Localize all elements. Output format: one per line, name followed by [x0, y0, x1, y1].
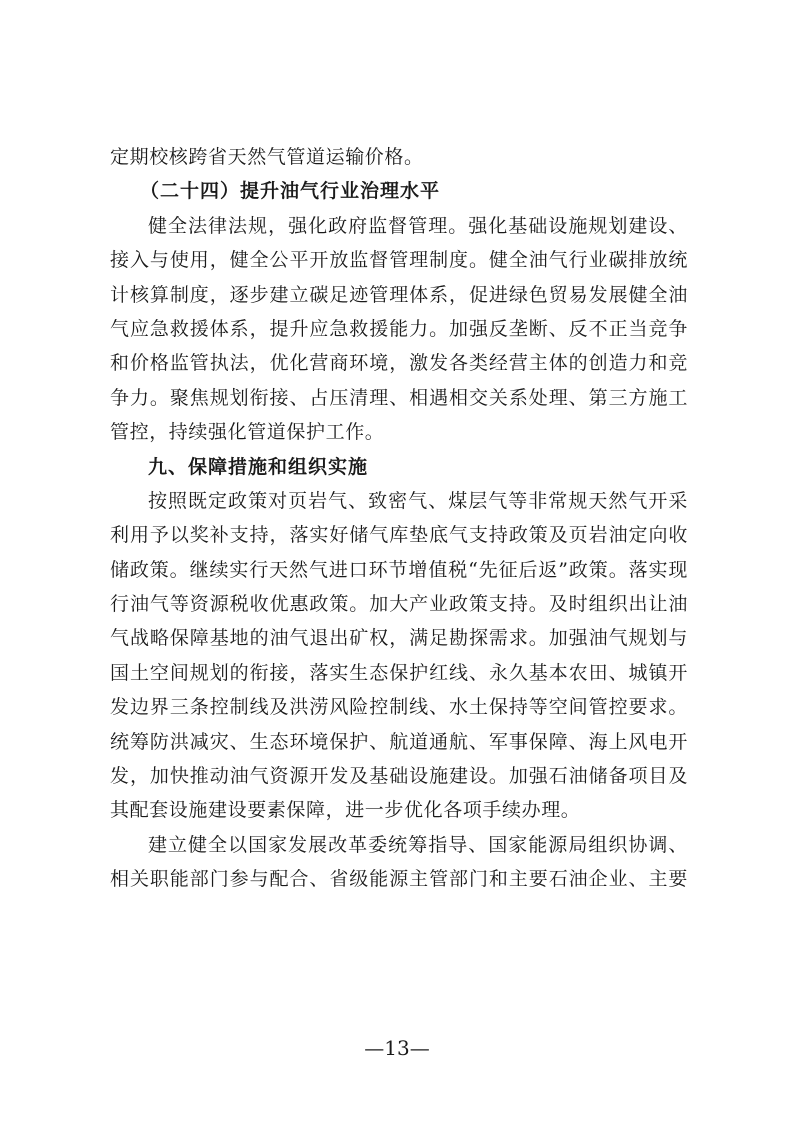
page-number: —13— — [364, 1036, 430, 1060]
text-line: 计核算制度，逐步建立碳足迹管理体系，促进绿色贸易发展健全油 — [110, 283, 688, 306]
text-line: 接入与使用，健全公平开放监督管理制度。健全油气行业碳排放统 — [110, 249, 688, 272]
text-line: 统筹防洪减灾、生态环境保护、航道通航、军事保障、海上风电开 — [110, 730, 688, 753]
text-line: 管控，持续强化管道保护工作。 — [110, 421, 385, 444]
text-line: 储政策。继续实行天然气进口环节增值税“先征后返”政策。落实现 — [110, 558, 688, 581]
text-line: 气应急救援体系，提升应急救援能力。加强反垄断、反不正当竞争 — [110, 317, 688, 340]
document-body — [110, 140, 688, 897]
paragraph-first-line: 建立健全以国家发展改革委统筹指导、国家能源局组织协调、 — [148, 833, 688, 856]
text-line: 行油气等资源税收优惠政策。加大产业政策支持。及时组织出让油 — [110, 593, 688, 616]
text-line: 定期校核跨省天然气管道运输价格。 — [110, 146, 424, 168]
text-line: 和价格监管执法，优化营商环境，激发各类经营主体的创造力和竞 — [110, 352, 688, 375]
text-line: 发，加快推动油气资源开发及基础设施建设。加强石油储备项目及 — [110, 765, 688, 788]
text-line: 发边界三条控制线及洪涝风险控制线、水土保持等空间管控要求。 — [110, 696, 688, 719]
paragraph-first-line: 健全法律法规，强化政府监督管理。强化基础设施规划建设、 — [148, 214, 688, 237]
section-subheading: （二十四）提升油气行业治理水平 — [140, 180, 441, 203]
section-heading: 九、保障措施和组织实施 — [148, 455, 369, 478]
text-line: 气战略保障基地的油气退出矿权，满足勘探需求。加强油气规划与 — [110, 627, 688, 650]
text-line: 相关职能部门参与配合、省级能源主管部门和主要石油企业、主要 — [110, 868, 688, 891]
text-line: 争力。聚焦规划衔接、占压清理、相遇相交关系处理、第三方施工 — [110, 386, 688, 409]
paragraph-first-line: 按照既定政策对页岩气、致密气、煤层气等非常规天然气开采 — [148, 489, 688, 512]
text-line: 国土空间规划的衔接，落实生态保护红线、永久基本农田、城镇开 — [110, 661, 688, 684]
text-line: 利用予以奖补支持，落实好储气库垫底气支持政策及页岩油定向收 — [110, 524, 688, 547]
text-line: 其配套设施建设要素保障，进一步优化各项手续办理。 — [110, 799, 581, 822]
